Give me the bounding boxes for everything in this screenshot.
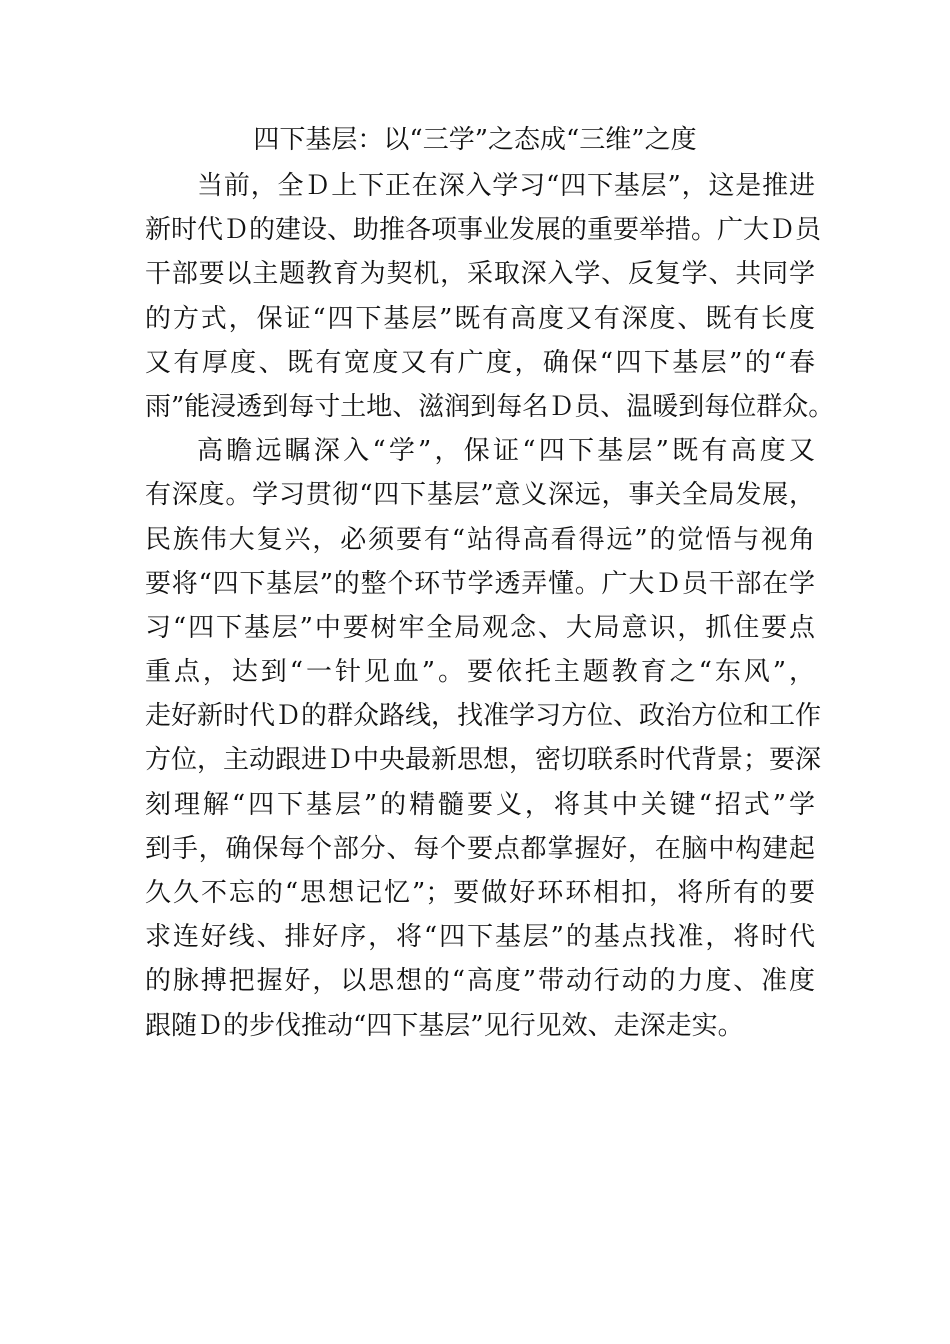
paragraph-2-line-5: 习“四下基层”中要树牢全局观念、大局意识，抓住要点 bbox=[145, 612, 815, 643]
paragraph-2-line-6: 重点，达到“一针见血”。要依托主题教育之“东风”， bbox=[145, 657, 815, 688]
paragraph-2-line-3: 民族伟大复兴，必须要有“站得高看得远”的觉悟与视角 bbox=[145, 524, 815, 555]
paragraph-2-line-4: 要将“四下基层”的整个环节学透弄懂。广大Ｄ员干部在学 bbox=[145, 568, 815, 599]
paragraph-1-line-2: 新时代Ｄ的建设、助推各项事业发展的重要举措。广大Ｄ员 bbox=[145, 215, 822, 246]
paragraph-1-line-1: 当前，全Ｄ上下正在深入学习“四下基层”，这是推进 bbox=[197, 171, 815, 201]
paragraph-2-line-8: 方位，主动跟进Ｄ中央最新思想，密切联系时代背景；要深 bbox=[145, 745, 822, 776]
paragraph-2-line-7: 走好新时代Ｄ的群众路线，找准学习方位、政治方位和工作 bbox=[145, 701, 822, 732]
paragraph-1-line-3: 干部要以主题教育为契机，采取深入学、反复学、共同学 bbox=[145, 259, 815, 290]
paragraph-1-line-5: 又有厚度、既有宽度又有广度，确保“四下基层”的“春 bbox=[145, 347, 815, 378]
paragraph-2-line-12: 求连好线、排好序，将“四下基层”的基点找准，将时代 bbox=[145, 922, 815, 953]
document-title: 四下基层：以“三学”之态成“三维”之度 bbox=[253, 125, 697, 155]
paragraph-2-line-14: 跟随Ｄ的步伐推动“四下基层”见行见效、走深走实。 bbox=[145, 1010, 744, 1041]
paragraph-1-line-4: 的方式，保证“四下基层”既有高度又有深度、既有长度 bbox=[145, 303, 815, 334]
paragraph-2-line-11: 久久不忘的“思想记忆”；要做好环环相扣，将所有的要 bbox=[145, 878, 815, 908]
paragraph-2-line-13: 的脉搏把握好，以思想的“高度”带动行动的力度、准度 bbox=[145, 966, 815, 997]
document-body bbox=[145, 164, 835, 1048]
paragraph-2-line-10: 到手，确保每个部分、每个要点都掌握好，在脑中构建起 bbox=[145, 833, 815, 864]
paragraph-2-line-9: 刻理解“四下基层”的精髓要义，将其中关键“招式”学 bbox=[145, 789, 815, 820]
paragraph-2-line-2: 有深度。学习贯彻“四下基层”意义深远，事关全局发展， bbox=[145, 480, 815, 511]
paragraph-1-line-6: 雨”能浸透到每寸土地、滋润到每名Ｄ员、温暖到每位群众。 bbox=[145, 391, 835, 422]
paragraph-2-line-1: 高瞻远瞩深入“学”，保证“四下基层”既有高度又 bbox=[197, 436, 815, 467]
